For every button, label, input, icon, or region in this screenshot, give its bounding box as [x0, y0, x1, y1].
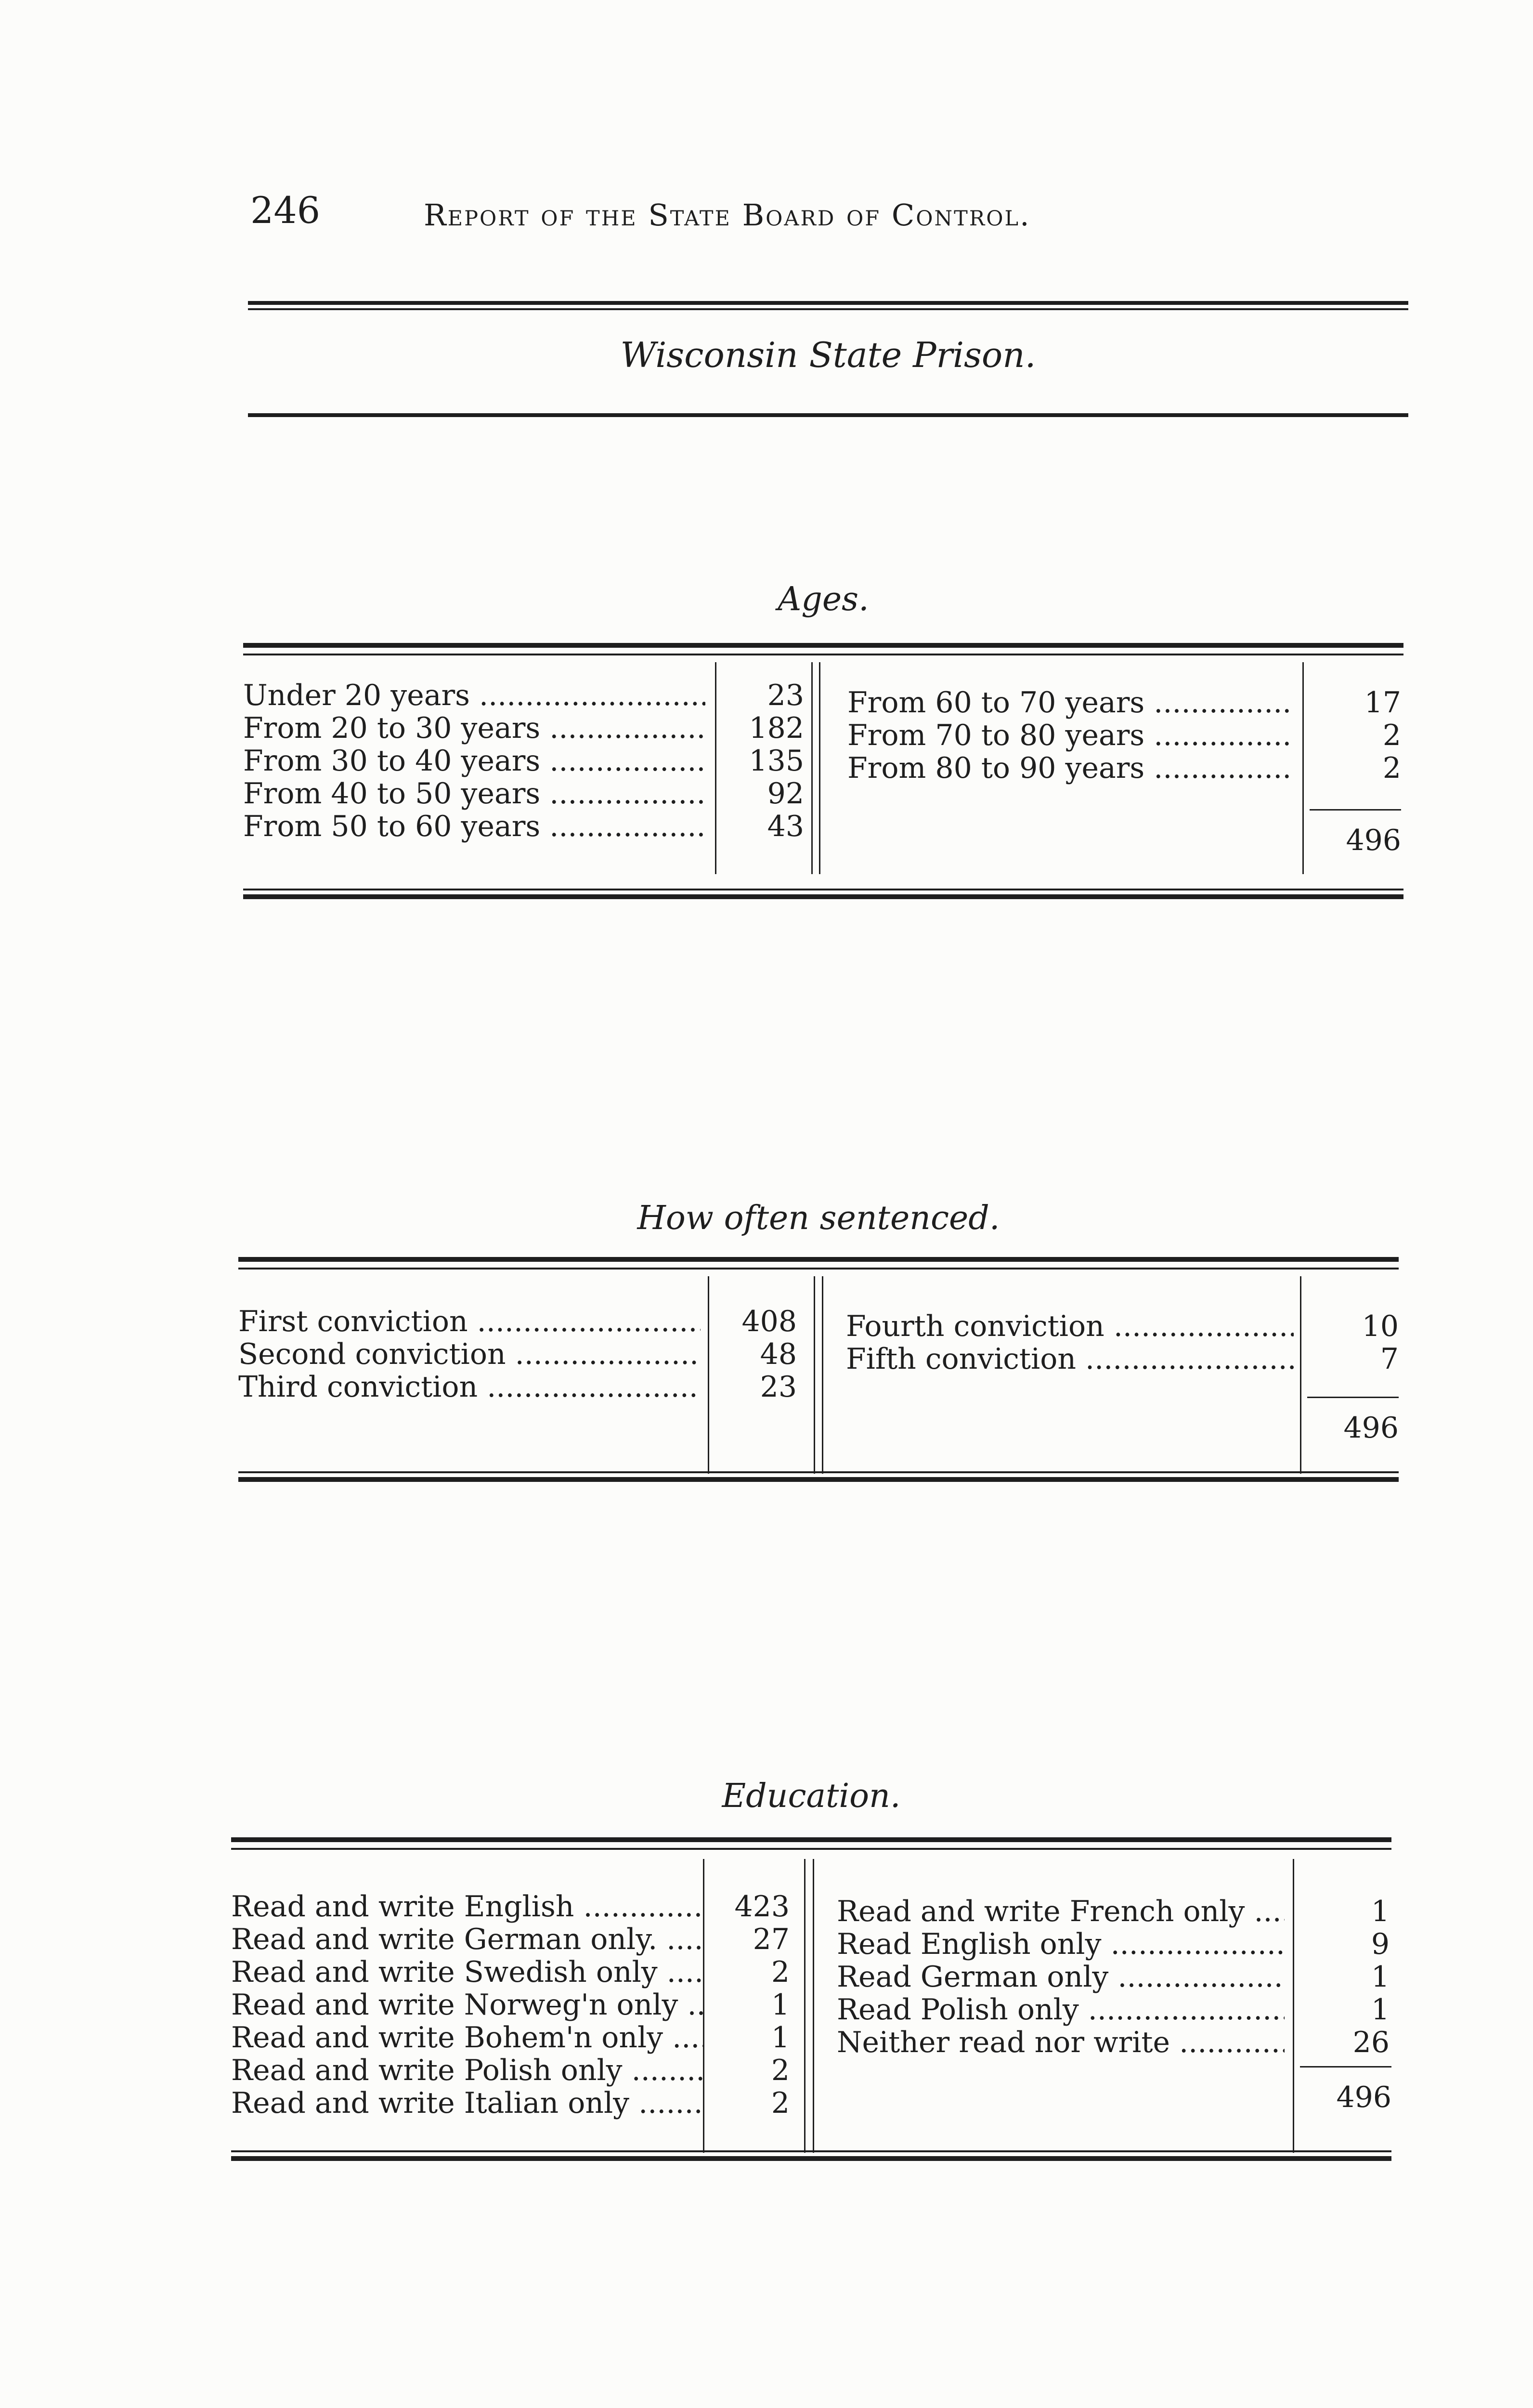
row-label: Read and write English .....	[231, 1890, 703, 1923]
row-value: 27	[753, 1923, 790, 1956]
running-title: Report of the State Board of Control.	[424, 197, 1031, 233]
row-value: 2	[1382, 719, 1401, 752]
row-value: 1	[771, 1988, 790, 2022]
total-rule	[1310, 809, 1401, 811]
row-label: From 50 to 60 years .....	[243, 810, 705, 843]
table-row	[231, 1989, 790, 2021]
table-row	[847, 719, 1401, 752]
table-row	[243, 712, 804, 745]
row-label: From 70 to 80 years .....	[847, 719, 1293, 752]
row-value: 23	[767, 679, 804, 712]
table-row	[847, 686, 1401, 719]
row-label: Read and write Polish only .....	[231, 2054, 703, 2087]
row-value: 1	[771, 2021, 790, 2055]
table-row	[231, 1923, 790, 1956]
row-label: Second conviction .....	[238, 1338, 701, 1371]
education-total: 496	[1336, 2081, 1391, 2114]
header-rule-top	[248, 301, 1408, 305]
row-value: 2	[771, 2086, 790, 2120]
table-row	[837, 2026, 1390, 2059]
row-value: 43	[767, 810, 804, 843]
table-row	[243, 745, 804, 777]
row-value: 92	[767, 777, 804, 811]
table-row	[846, 1310, 1399, 1343]
row-value: 10	[1362, 1309, 1399, 1343]
row-label: Read and write Swedish only .....	[231, 1956, 703, 1989]
header-rule-bottom	[248, 413, 1408, 417]
table-row	[238, 1371, 797, 1403]
header-rule-top-thin	[248, 308, 1408, 310]
row-value: 1	[1371, 1993, 1390, 2027]
sentenced-total: 496	[1343, 1411, 1399, 1445]
row-label: Read and write German only. .....	[231, 1923, 703, 1956]
row-value: 9	[1371, 1927, 1390, 1961]
row-label: Read and write French only .....	[837, 1895, 1285, 1928]
table-row	[231, 1956, 790, 1989]
table-row	[847, 752, 1401, 785]
row-value: 182	[749, 711, 804, 745]
sentenced-table	[238, 1257, 1399, 1498]
row-value: 26	[1352, 2026, 1390, 2059]
table-row	[837, 1928, 1390, 1961]
table-row	[231, 1890, 790, 1923]
row-label: Fifth conviction .....	[846, 1343, 1294, 1375]
row-label: Read and write Italian only .....	[231, 2087, 703, 2120]
row-label: Under 20 years .....	[243, 679, 705, 712]
education-left-column	[231, 1890, 790, 2120]
table-row	[837, 1895, 1390, 1928]
sentenced-right-column	[846, 1310, 1399, 1375]
ages-total: 496	[1346, 824, 1401, 857]
total-rule	[1307, 1397, 1399, 1398]
row-label: Read English only .....	[837, 1928, 1285, 1961]
row-label: Third conviction .....	[238, 1371, 701, 1403]
table-row	[238, 1305, 797, 1338]
row-value: 2	[771, 2054, 790, 2087]
row-value: 48	[760, 1337, 797, 1371]
row-label: Read and write Norweg'n only .....	[231, 1989, 703, 2021]
row-label: Read Polish only .....	[837, 1993, 1285, 2026]
sentenced-left-column	[238, 1305, 797, 1403]
total-rule	[1300, 2066, 1391, 2068]
ages-right-column	[847, 686, 1401, 785]
row-label: Read German only .....	[837, 1961, 1285, 1993]
education-table	[231, 1837, 1391, 2174]
ages-left-column	[243, 679, 804, 843]
table-row	[837, 1993, 1390, 2026]
row-label: From 40 to 50 years .....	[243, 777, 705, 810]
row-label: From 80 to 90 years .....	[847, 752, 1293, 785]
table-row	[238, 1338, 797, 1371]
table-row	[846, 1343, 1399, 1375]
row-value: 7	[1380, 1342, 1399, 1376]
ages-table	[243, 643, 1403, 903]
table-row	[243, 777, 804, 810]
education-right-column	[837, 1895, 1390, 2059]
row-value: 1	[1371, 1960, 1390, 1994]
row-label: From 20 to 30 years .....	[243, 712, 705, 745]
row-value: 423	[734, 1890, 790, 1924]
page-number: 246	[250, 189, 321, 232]
row-value: 1	[1371, 1895, 1390, 1928]
table-row	[231, 2087, 790, 2120]
row-value: 17	[1364, 686, 1401, 720]
table-row	[231, 2021, 790, 2054]
row-value: 408	[741, 1305, 797, 1338]
table-row	[837, 1961, 1390, 1993]
ages-heading: Ages.	[778, 580, 869, 618]
section-title: Wisconsin State Prison.	[620, 335, 1036, 375]
row-label: Neither read nor write .....	[837, 2026, 1285, 2059]
education-heading: Education.	[722, 1777, 901, 1815]
row-label: Fourth conviction .....	[846, 1310, 1294, 1343]
row-label: From 30 to 40 years .....	[243, 745, 705, 777]
table-row	[243, 679, 804, 712]
row-value: 2	[1382, 751, 1401, 785]
sentenced-heading: How often sentenced.	[637, 1199, 1000, 1237]
row-value: 2	[771, 1955, 790, 1989]
table-row	[231, 2054, 790, 2087]
row-label: First conviction .....	[238, 1305, 701, 1338]
table-row	[243, 810, 804, 843]
row-label: Read and write Bohem'n only .....	[231, 2021, 703, 2054]
row-value: 23	[760, 1370, 797, 1404]
row-value: 135	[749, 744, 804, 778]
row-label: From 60 to 70 years .....	[847, 686, 1293, 719]
